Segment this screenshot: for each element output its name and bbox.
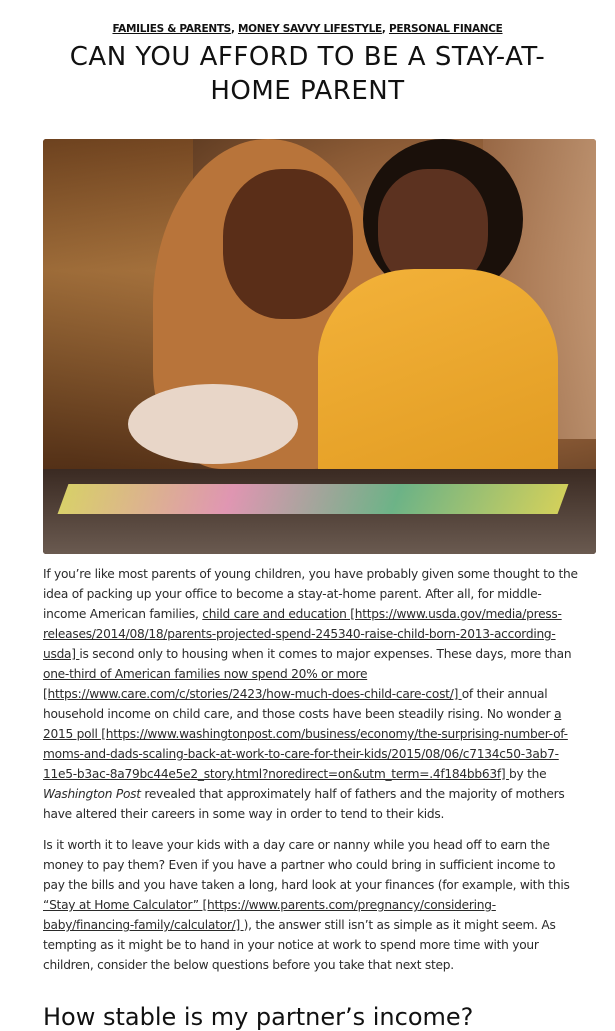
category-links: FAMILIES & PARENTS, MONEY SAVVY LIFESTYLE, PERSONAL FINANCE bbox=[112, 23, 503, 35]
paragraph-line bbox=[43, 624, 603, 644]
body-text: is second only to housing when it comes to major expenses. These days, more than bbox=[79, 647, 572, 661]
article-link[interactable]: [https://www.care.com/c/stories/2423/how-much-does-child-care-cost/] bbox=[43, 687, 462, 701]
category-personal-finance[interactable]: PERSONAL FINANCE bbox=[388, 23, 503, 35]
body-text: money to pay them? Even if you have a partner who could bring in sufficient income to bbox=[43, 858, 556, 872]
paragraph-line bbox=[43, 915, 603, 935]
paragraph-line bbox=[43, 724, 603, 744]
article-link[interactable]: child care and education [https://www.usda.gov/media/press- bbox=[202, 607, 562, 621]
body-text: income American families, bbox=[43, 607, 203, 621]
paragraph-line bbox=[43, 784, 603, 804]
paragraph-line bbox=[43, 584, 603, 604]
article-link[interactable]: “Stay at Home Calculator” [https://www.parents.com/pregnancy/considering- bbox=[43, 898, 496, 912]
section-heading: How stable is my partner’s income? bbox=[43, 1003, 474, 1031]
body-text: by the bbox=[509, 767, 547, 781]
article-link[interactable]: a bbox=[554, 707, 562, 721]
article-link[interactable]: one-third of American families now spend 20% or more bbox=[43, 667, 368, 681]
body-text: have altered their careers in some way in order to tend to their kids. bbox=[43, 807, 445, 821]
body-text: household income on child care, and those costs have been steadily rising. No wonder bbox=[43, 707, 555, 721]
paragraph-line bbox=[43, 664, 603, 684]
body-text: idea of packing up your office to become a stay-at-home parent. After all, for middle- bbox=[43, 587, 542, 601]
article-link[interactable]: 2015 poll [https://www.washingtonpost.com/business/economy/the-surprising-number-of- bbox=[43, 727, 568, 741]
article-link[interactable]: moms-and-dads-scaling-back-at-work-to-care-for-their-kids/2015/08/06/c7134c50-3ab7- bbox=[43, 747, 559, 761]
hero-image bbox=[43, 139, 596, 554]
category-families-parents[interactable]: FAMILIES & PARENTS bbox=[112, 23, 231, 35]
article-link[interactable]: releases/2014/08/18/parents-projected-spend-245340-raise-child-born-2013-according- bbox=[43, 627, 556, 641]
body-text: tempting as it might be to hand in your notice at work to spend more time with your bbox=[43, 938, 539, 952]
paragraph-line bbox=[43, 875, 603, 895]
paragraph-line bbox=[43, 644, 603, 664]
paragraph-line bbox=[43, 564, 603, 584]
body-text: revealed that approximately half of fathers and the majority of mothers bbox=[140, 787, 565, 801]
body-text: children, consider the below questions before you take that next step. bbox=[43, 958, 454, 972]
paragraph-line bbox=[43, 804, 603, 824]
category-money-savvy-lifestyle[interactable]: MONEY SAVVY LIFESTYLE bbox=[238, 23, 382, 35]
body-text: of their annual bbox=[461, 687, 548, 701]
paragraph-line bbox=[43, 744, 603, 764]
paragraph-line bbox=[43, 895, 603, 915]
paragraph-line bbox=[43, 855, 603, 875]
article-body bbox=[43, 564, 603, 975]
article-link[interactable]: 11e5-b3ac-8a79bc44e5e2_story.html?noredirect=on&utm_term=.4f184bb63f] bbox=[43, 767, 510, 781]
article-link[interactable]: usda] bbox=[43, 647, 80, 661]
paragraph-line bbox=[43, 704, 603, 724]
body-text: pay the bills and you have taken a long, hard look at your finances (for example, with this bbox=[43, 878, 570, 892]
page-title: CAN YOU AFFORD TO BE A STAY-AT- HOME PARENT bbox=[69, 42, 546, 106]
body-text: ), the answer still isn’t as simple as it might seem. As bbox=[243, 918, 556, 932]
body-text: Is it worth it to leave your kids with a day care or nanny while you head off to earn the bbox=[43, 838, 550, 852]
paragraph-gap bbox=[43, 824, 603, 835]
paragraph-line bbox=[43, 835, 603, 855]
publication-name: Washington Post bbox=[43, 787, 141, 801]
paragraph-line bbox=[43, 604, 603, 624]
paragraph-line bbox=[43, 935, 603, 955]
article-link[interactable]: baby/financing-family/calculator/] bbox=[43, 918, 244, 932]
paragraph-line bbox=[43, 955, 603, 975]
paragraph-line bbox=[43, 764, 603, 784]
body-text: If you’re like most parents of young children, you have probably given some thought to the bbox=[43, 567, 578, 581]
paragraph-line bbox=[43, 684, 603, 704]
